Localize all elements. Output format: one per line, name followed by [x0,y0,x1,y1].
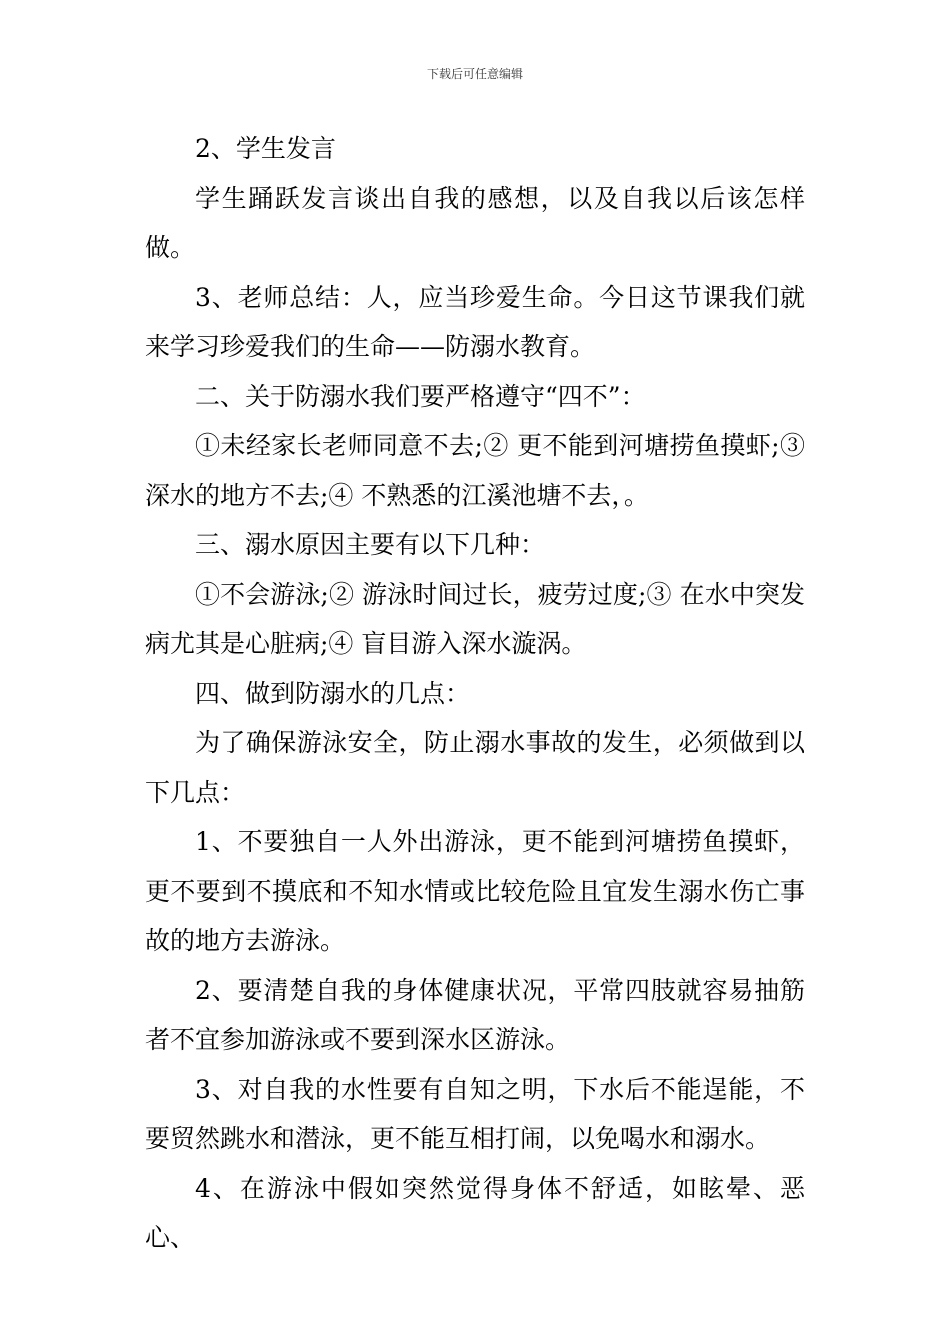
paragraph-prevention-point-2: 2、要清楚自我的身体健康状况，平常四肢就容易抽筋者不宜参加游泳或不要到深水区游泳。 [145,975,805,1054]
paragraph-drowning-causes-list: ①不会游泳;② 游泳时间过长，疲劳过度;③ 在水中突发病尤其是心脏病;④ 盲目游入深水漩涡。 [145,579,805,658]
paragraph-prevention-point-4: 4、在游泳中假如突然觉得身体不舒适，如眩晕、恶心、 [145,1173,805,1252]
paragraph-student-speech: 学生踊跃发言谈出自我的感想，以及自我以后该怎样做。 [145,183,805,262]
page-header-note: 下载后可任意编辑 [426,67,523,81]
paragraph-student-speech-heading: 2、学生发言 [195,134,336,163]
paragraph-four-nots-list: ①未经家长老师同意不去;② 更不能到河塘捞鱼摸虾;③ 深水的地方不去;④ 不熟悉的江溪池塘不去，。 [145,431,805,510]
paragraph-prevention-point-1: 1、不要独自一人外出游泳，更不能到河塘捞鱼摸虾，更不要到不摸底和不知水情或比较危险且宜发生溺水伤亡事故的地方去游泳。 [145,827,805,955]
section-heading-four-nots: 二、关于防溺水我们要严格遵守“四不”： [195,381,646,411]
paragraph-teacher-summary: 3、老师总结：人，应当珍爱生命。今日这节课我们就来学习珍爱我们的生命——防溺水教育。 [145,282,805,361]
document-body [145,124,805,1263]
paragraph-prevention-intro: 为了确保游泳安全，防止溺水事故的发生，必须做到以下几点： [145,728,805,807]
paragraph-prevention-point-3: 3、对自我的水性要有自知之明，下水后不能逞能，不要贸然跳水和潜泳，更不能互相打闹，以免喝水和溺水。 [145,1074,805,1153]
section-heading-drowning-causes: 三、溺水原因主要有以下几种： [195,530,546,559]
section-heading-prevention-points: 四、做到防溺水的几点： [195,678,471,708]
